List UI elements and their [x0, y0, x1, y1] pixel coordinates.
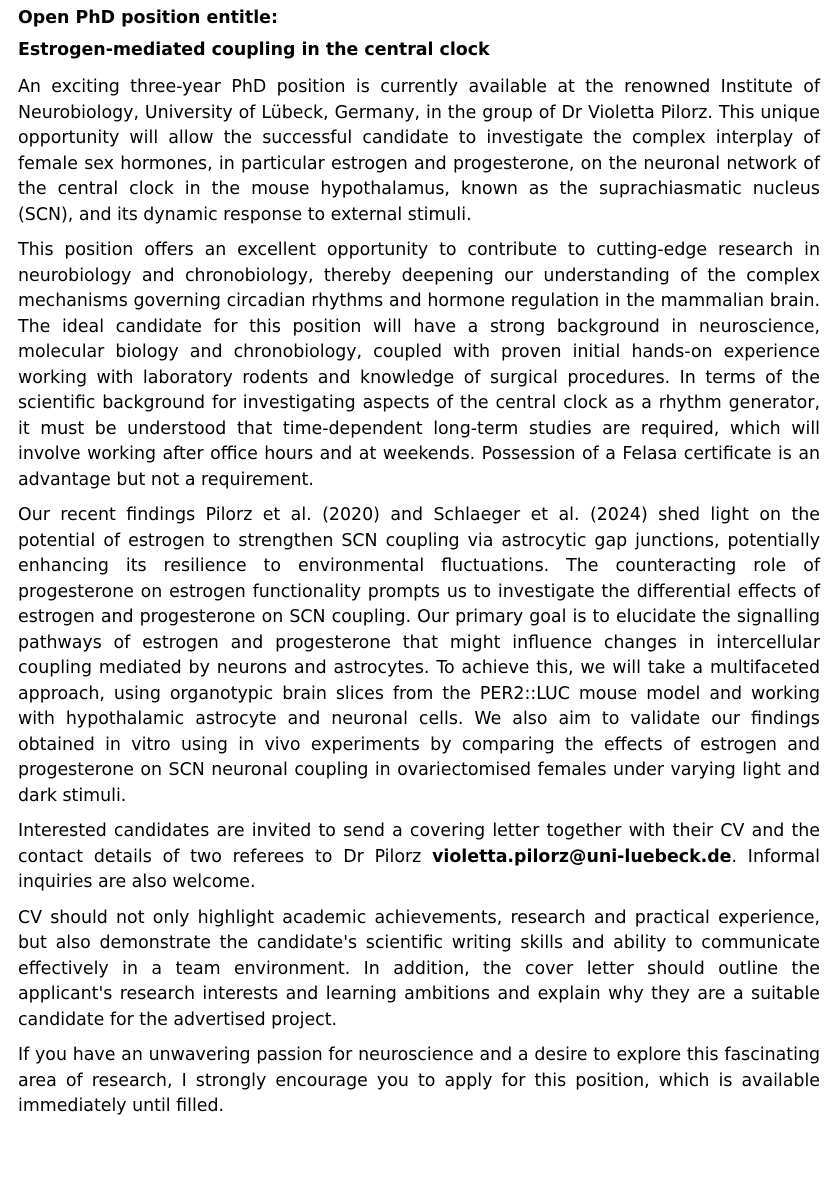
paragraph-position-intro: An exciting three-year PhD position is currently available at the renowned Institute of Neurobiology, University of Lübeck, Germany, in the group of Dr Violetta Pilorz. This unique opportunity will allow the successful candidate to investigate the complex interplay of female sex hormones, in particular estrogen and progesterone, on the neuronal network of the central clock in the mouse hypothalamus, known as the suprachiasmatic nucleus (SCN), and its dynamic response to external stimuli.	[18, 77, 820, 225]
paragraph-application-contact	[18, 819, 820, 896]
application-text-after: . Informal inquiries are also welcome.	[18, 846, 820, 892]
application-text: Interested candidates are invited to send a covering letter together with their CV and the contact details of two referees to Dr Pilorz	[18, 821, 820, 867]
document-title: Estrogen-mediated coupling in the central clock	[18, 39, 490, 60]
paragraph-cv-requirements: CV should not only highlight academic achievements, research and practical experience, but also demonstrate the candidate's scientific writing skills and ability to communicate effectively in a team environment. In addition, the cover letter should outline the applicant's research interests and learning ambitions and explain why they are a suitable candidate for the advertised project.	[18, 907, 820, 1030]
paragraph-candidate-profile: This position offers an excellent opportunity to contribute to cutting-edge research in neurobiology and chronobiology, thereby deepening our understanding of the complex mechanisms governing circadian rhythms and hormone regulation in the mammalian brain. The ideal candidate for this position will have a strong background in neuroscience, molecular biology and chronobiology, coupled with proven initial hands-on experience working with laboratory rodents and knowledge of surgical procedures. In terms of the scientific background for investigating aspects of the central clock as a rhythm generator, it must be understood that time-dependent long-term studies are required, which will involve working after office hours and at weekends. Possession of a Felasa certificate is an advantage but not a requirement.	[18, 240, 820, 490]
paragraph-research-aims: Our recent findings Pilorz et al. (2020) and Schlaeger et al. (2024) shed light on the potential of estrogen to strengthen SCN coupling via astrocytic gap junctions, potentially enhancing its resilience to environmental fluctuations. The counteracting role of progesterone on estrogen functionality prompts us to investigate the differential effects of estrogen and progesterone on SCN coupling. Our primary goal is to elucidate the signalling pathways of estrogen and progesterone that might influence changes in intercellular coupling mediated by neurons and astrocytes. To achieve this, we will take a multifaceted approach, using organotypic brain slices from the PER2::LUC mouse model and working with hypothalamic astrocyte and neuronal cells. We also aim to validate our findings obtained in vitro using in vivo experiments by comparing the effects of estrogen and progesterone on SCN neuronal coupling in ovariectomised females under varying light and dark stimuli.	[18, 505, 820, 806]
document-heading: Open PhD position entitle:	[18, 8, 278, 28]
contact-email[interactable]: violetta.pilorz@uni-luebeck.de	[432, 846, 732, 867]
paragraph-closing: If you have an unwavering passion for neuroscience and a desire to explore this fascinating area of research, I strongly encourage you to apply for this position, which is available immediately until filled.	[18, 1045, 820, 1116]
